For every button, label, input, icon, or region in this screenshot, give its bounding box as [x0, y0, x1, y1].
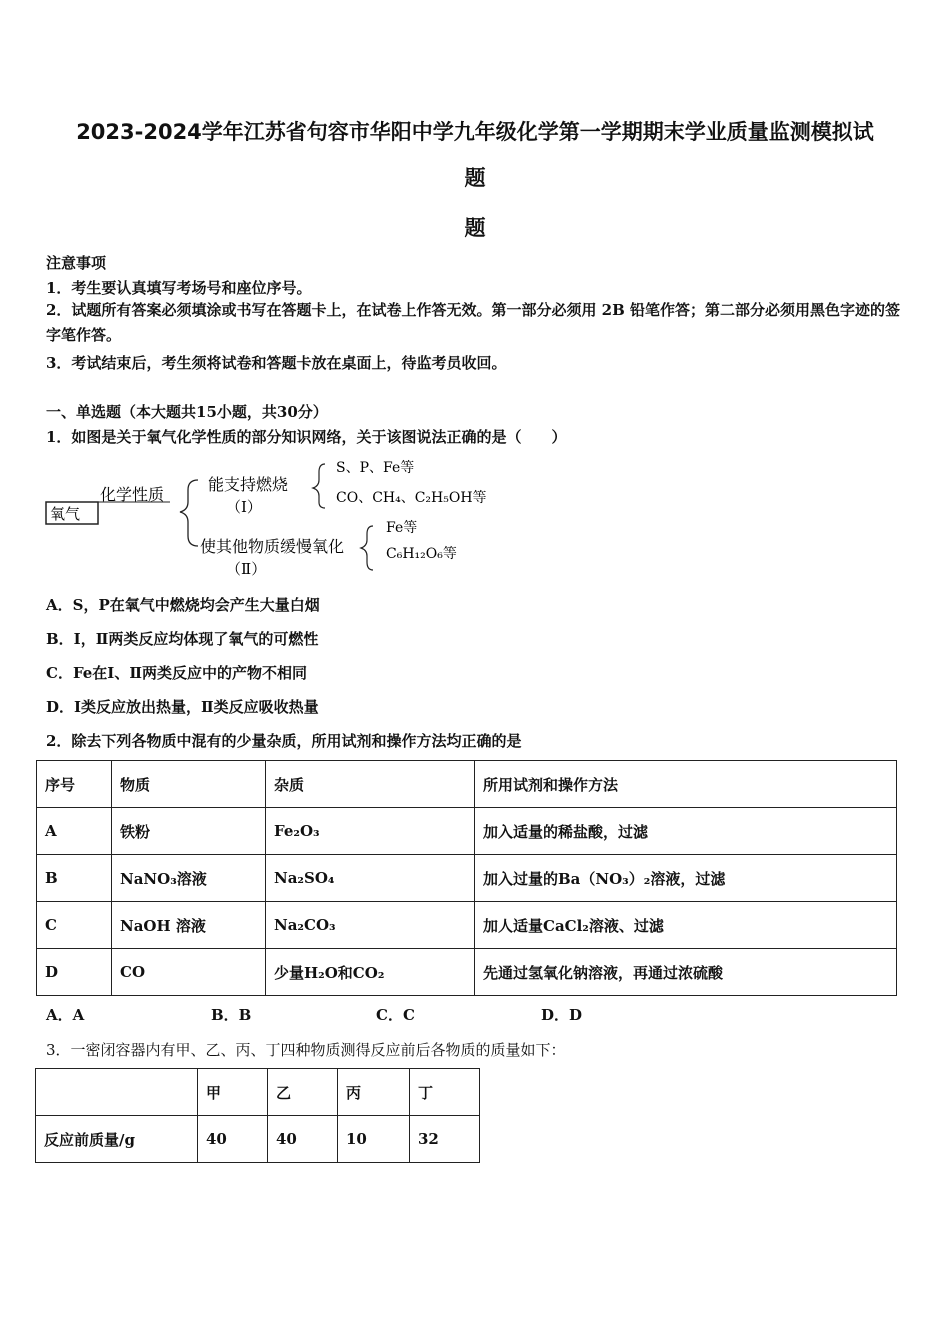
- diagram-upper-num: （Ⅰ）: [226, 498, 262, 516]
- exam-title-repeat: 题: [464, 216, 486, 240]
- header-cell: [36, 1069, 198, 1116]
- table-cell: 反应前质量/g: [36, 1116, 198, 1163]
- q2-option-b: B．B: [211, 1006, 252, 1024]
- exam-title: 2023-2024学年江苏省句容市华阳中学九年级化学第一学期期末学业质量监测模拟试: [76, 120, 874, 144]
- section-heading: 一、单选题（本大题共15小题，共30分）: [46, 403, 328, 421]
- table-cell: NaOH 溶液: [112, 902, 266, 949]
- header-cell: 杂质: [266, 761, 475, 808]
- diagram-upper-label: 能支持燃烧: [208, 475, 289, 494]
- question-1-stem: 1．如图是关于氧气化学性质的部分知识网络，关于该图说法正确的是（ ）: [46, 428, 567, 446]
- impurity-removal-table: [36, 760, 897, 996]
- table-cell: 少量H₂O和CO₂: [266, 949, 475, 996]
- table-cell: C: [37, 902, 112, 949]
- header-cell: 乙: [268, 1069, 338, 1116]
- diagram-lower-num: （Ⅱ）: [226, 560, 267, 578]
- table-row: [36, 1116, 480, 1163]
- q1-option-b: B．Ⅰ，Ⅱ两类反应均体现了氧气的可燃性: [46, 630, 319, 648]
- header-cell: 丁: [410, 1069, 480, 1116]
- table-cell: 40: [198, 1116, 268, 1163]
- diagram-lower-label: 使其他物质缓慢氧化: [200, 537, 345, 556]
- table-cell: Na₂CO₃: [266, 902, 475, 949]
- table-cell: 32: [410, 1116, 480, 1163]
- table-cell: 40: [268, 1116, 338, 1163]
- table-cell: NaNO₃溶液: [112, 855, 266, 902]
- table-cell: 先通过氢氧化钠溶液，再通过浓硫酸: [475, 949, 897, 996]
- mass-table: [35, 1068, 480, 1163]
- oxygen-knowledge-diagram: [40, 450, 520, 590]
- diagram-upper-item-1: S、P、Fe等: [336, 460, 415, 476]
- lower-brace: [361, 526, 373, 570]
- upper-brace: [313, 464, 325, 508]
- diagram-lower-item-1: Fe等: [386, 520, 418, 536]
- q2-option-c: C．C: [376, 1006, 415, 1024]
- header-cell: 甲: [198, 1069, 268, 1116]
- table-cell: Na₂SO₄: [266, 855, 475, 902]
- q2-option-d: D．D: [541, 1006, 583, 1024]
- header-cell: 物质: [112, 761, 266, 808]
- table-header-row: [37, 761, 897, 808]
- table-row: [37, 902, 897, 949]
- q1-option-c: C．Fe在Ⅰ、Ⅱ两类反应中的产物不相同: [46, 664, 307, 682]
- diagram-lower-item-2: C₆H₁₂O₆等: [386, 546, 457, 562]
- table-cell: 加人适量CaCl₂溶液、过滤: [475, 902, 897, 949]
- table-cell: CO: [112, 949, 266, 996]
- q1-option-a: A．S，P在氧气中燃烧均会产生大量白烟: [46, 596, 320, 614]
- table-row: [37, 808, 897, 855]
- table-cell: 10: [338, 1116, 410, 1163]
- q1-option-d: D．Ⅰ类反应放出热量，Ⅱ类反应吸收热量: [46, 698, 319, 716]
- table-cell: 铁粉: [112, 808, 266, 855]
- main-brace: [180, 480, 198, 546]
- question-3-stem: 3．一密闭容器内有甲、乙、丙、丁四种物质测得反应前后各物质的质量如下：: [46, 1041, 566, 1059]
- table-cell: 加入适量的稀盐酸，过滤: [475, 808, 897, 855]
- table-cell: B: [37, 855, 112, 902]
- table-row: [37, 855, 897, 902]
- table-cell: D: [37, 949, 112, 996]
- diagram-upper-item-2: CO、CH₄、C₂H₅OH等: [336, 490, 487, 506]
- table-cell: 加入过量的Ba（NO₃）₂溶液，过滤: [475, 855, 897, 902]
- q2-options: [46, 1004, 582, 1025]
- diagram-root: 氧气: [50, 505, 81, 523]
- header-cell: 序号: [37, 761, 112, 808]
- notice-heading: 注意事项: [46, 254, 107, 272]
- table-cell: Fe₂O₃: [266, 808, 475, 855]
- table-cell: A: [37, 808, 112, 855]
- question-2-stem: 2．除去下列各物质中混有的少量杂质，所用试剂和操作方法均正确的是: [46, 732, 522, 750]
- notice-item-3: 3．考试结束后，考生须将试卷和答题卡放在桌面上，待监考员收回。: [46, 354, 507, 372]
- exam-title-continued: 题: [464, 166, 486, 190]
- diagram-branch: 化学性质: [100, 485, 165, 504]
- header-cell: 所用试剂和操作方法: [475, 761, 897, 808]
- notice-item-2: 2．试题所有答案必须填涂或书写在答题卡上，在试卷上作答无效。第一部分必须用 2B 铅笔作答；第二部分必须用黑色字迹的签字笔作答。: [46, 301, 901, 344]
- q2-option-a: A．A: [46, 1006, 85, 1024]
- notice-item-1: 1．考生要认真填写考场号和座位序号。: [46, 279, 312, 297]
- header-cell: 丙: [338, 1069, 410, 1116]
- table-row: [37, 949, 897, 996]
- table-header-row: [36, 1069, 480, 1116]
